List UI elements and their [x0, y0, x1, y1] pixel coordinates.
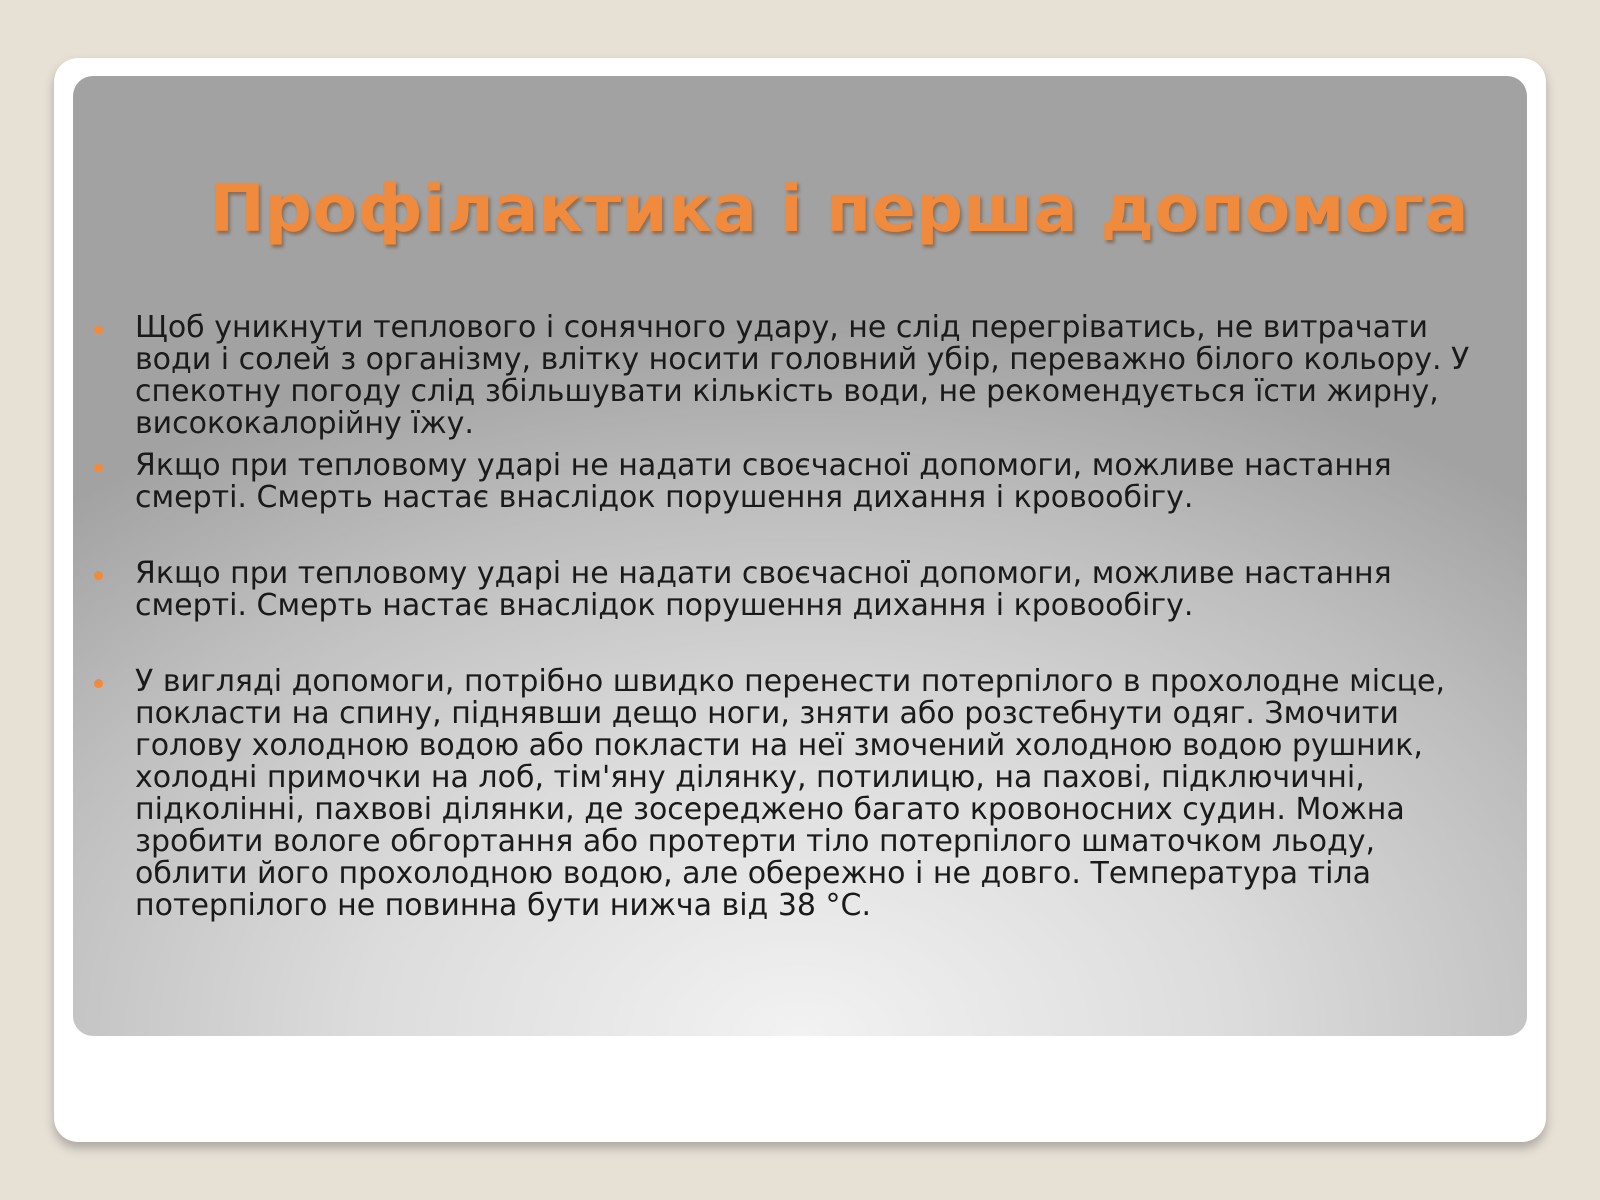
- slide-title: Профілактика і перша допомога: [209, 170, 1469, 247]
- bullet-item-consequences-repeat: Якщо при тепловому ударі не надати своєчасної допомоги, можливе настання смерті. Смерть настає внаслідок порушення дихання і кровообігу.: [73, 558, 1527, 622]
- slide-content-panel: [73, 76, 1527, 1036]
- bullet-item-first-aid: У вигляді допомоги, потрібно швидко перенести потерпілого в прохолодне місце, покласти на спину, піднявши дещо ноги, зняти або розстебнути одяг. Змочити голову холодною водою або покласти на неї змочений холодною водою рушник, холодні примочки на лоб, тім'яну ділянку, потилицю, на пахові, підключичні, підколінні, пахвові ділянки, де зосереджено багато кровоносних судин. Можна зробити вологе обгортання або протерти тіло потерпілого шматочком льоду, облити його прохолодною водою, але обережно і не довго. Температура тіла потерпілого не повинна бути нижча від 38 °С.: [73, 666, 1527, 922]
- bullet-item-prevention: Щоб уникнути теплового і сонячного удару, не слід перегріватись, не витрачати води і солей з організму, влітку носити головний убір, переважно білого кольору. У спекотну погоду слід збільшувати кількість води, не рекомендується їсти жирну, висококалорійну їжу.: [73, 312, 1527, 440]
- bullet-item-consequences: Якщо при тепловому ударі не надати своєчасної допомоги, можливе настання смерті. Смерть настає внаслідок порушення дихання і кровообігу.: [73, 450, 1527, 514]
- bullet-list: [73, 312, 1527, 922]
